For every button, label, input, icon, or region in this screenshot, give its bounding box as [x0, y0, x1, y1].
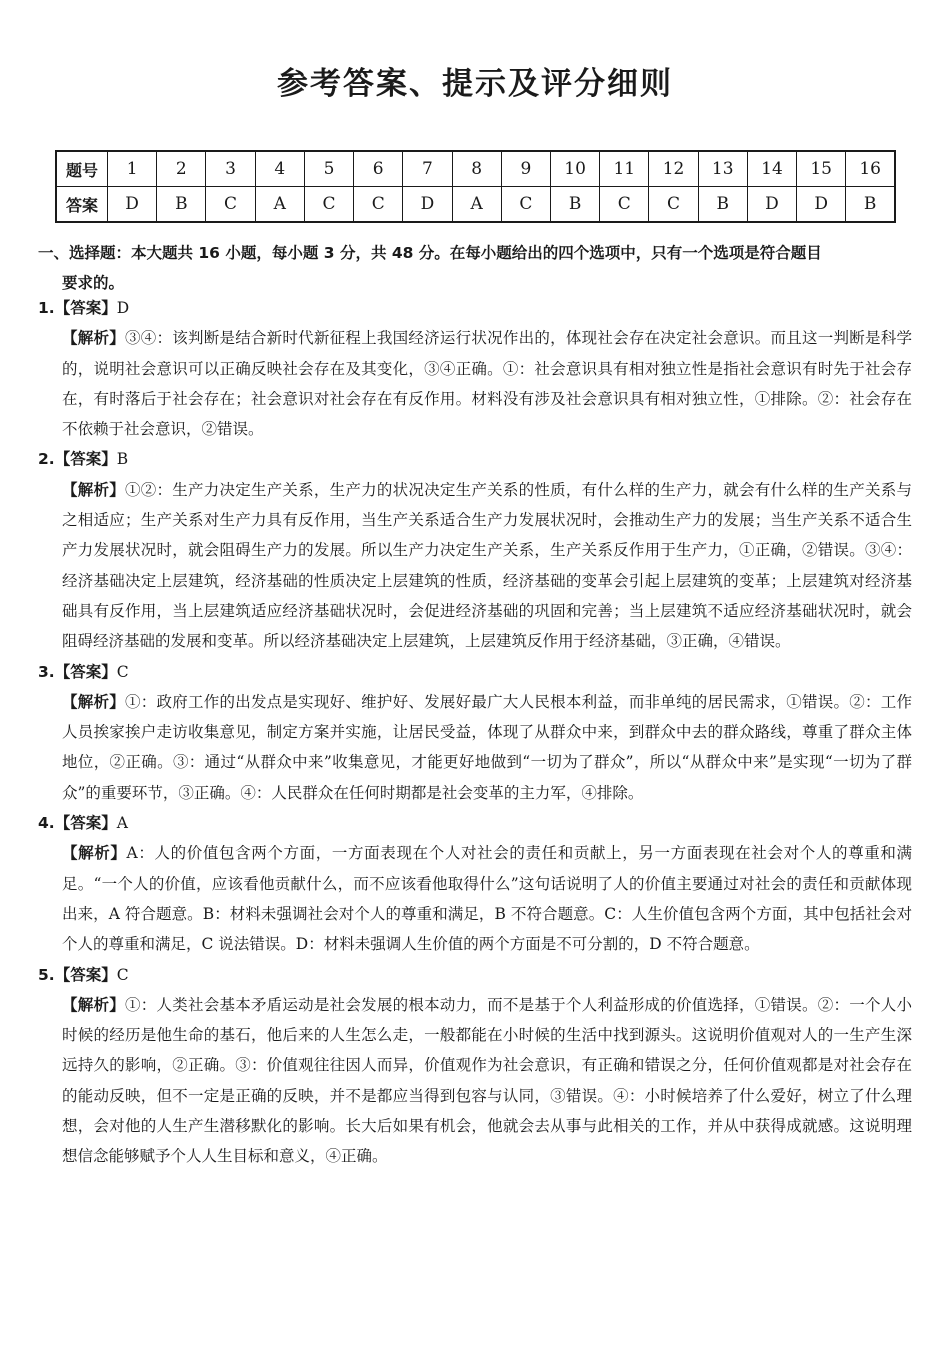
answer-cell: C [649, 187, 698, 223]
answer-cell: B [550, 187, 599, 223]
answer-cell: D [797, 187, 846, 223]
question-number: 2. [38, 450, 55, 469]
section-heading-line: 要求的。 [62, 274, 125, 292]
question-number-cell: 15 [797, 151, 846, 187]
answer-cell: C [600, 187, 649, 223]
question-2-explanation [38, 475, 912, 657]
question-number-cell: 14 [747, 151, 796, 187]
question-5-explanation [38, 990, 912, 1172]
question-number-cell: 3 [206, 151, 255, 187]
answer-cell: C [304, 187, 353, 223]
answer-label: 【答案】 [54, 299, 117, 317]
answer-cell: D [747, 187, 796, 223]
section-heading [38, 238, 918, 298]
question-number-cell: 8 [452, 151, 501, 187]
question-number-cell: 1 [108, 151, 157, 187]
question-3-explanation [38, 687, 912, 808]
explanation-text: ①：人类社会基本矛盾运动是社会发展的根本动力，而不是基于个人利益形成的价值选择，①错误。②：一个人小时候的经历是他生命的基石，他后来的人生怎么走，一般都能在小时候的生活中找到源头。这说明价值观对人的一生产生深远持久的影响，②正确。③：价值观往往因人而异，价值观作为社会意识，有正确和错误之分，任何价值观都是对社会存在的能动反映，但不一定是正确的反映，并不是都应当得到包容与认同，③错误。④：小时候培养了什么爱好，树立了什么理想，会对他的人生产生潜移默化的影响。长大后如果有机会，他就会去从事与此相关的工作，并从中获得成就感。这说明理想信念能够赋予个人人生目标和意义，④正确。 [62, 995, 912, 1166]
question-1-answer [38, 293, 912, 323]
question-4-explanation [38, 838, 912, 959]
explain-label: 【解析】 [62, 692, 125, 711]
answer-cell: C [501, 187, 550, 223]
explanation-text: ①②：生产力决定生产关系，生产力的状况决定生产关系的性质，有什么样的生产力，就会有什么样的生产关系与之相适应；生产关系对生产力具有反作用，当生产关系适合生产力发展状况时，会推动生产力的发展；当生产关系不适合生产力发展状况时，就会阻碍生产力的发展。所以生产力决定生产关系，生产关系反作用于生产力，①正确，②错误。③④：经济基础决定上层建筑，经济基础的性质决定上层建筑的性质，经济基础的变革会引起上层建筑的变革；上层建筑对经济基础具有反作用，当上层建筑适应经济基础状况时，会促进经济基础的巩固和完善；当上层建筑不适应经济基础状况时，就会阻碍经济基础的发展和变革。所以经济基础决定上层建筑，上层建筑反作用于经济基础，③正确，④错误。 [62, 480, 912, 651]
answer-cell: C [206, 187, 255, 223]
answer-value: A [116, 814, 128, 833]
answer-label: 【答案】 [54, 814, 117, 833]
question-number: 5. [38, 965, 55, 984]
question-number-cell: 5 [304, 151, 353, 187]
explain-label: 【解析】 [62, 995, 125, 1014]
answer-value: B [116, 450, 129, 469]
answer-cell: D [403, 187, 452, 223]
question-number-cell: 9 [501, 151, 550, 187]
answer-cell: D [108, 187, 157, 223]
answer-label: 【答案】 [54, 965, 117, 984]
page-bottom-margin [0, 1284, 950, 1350]
explanation-text: A：人的价值包含两个方面，一方面表现在个人对社会的责任和贡献上，另一方面表现在社会对个人的尊重和满足。“一个人的价值，应该看他贡献什么，而不应该看他取得什么”这句话说明了人的价值主要通过对社会的责任和贡献体现出来，A 符合题意。B：材料未强调社会对个人的尊重和满足，B 不符合题意。C：人生价值包含两个方面，其中包括社会对个人的尊重和满足，C 说法错误。D：材料未强调人生价值的两个方面是不可分割的，D 不符合题意。 [62, 844, 912, 954]
question-5-answer [38, 960, 912, 990]
row-label-number: 题号 [56, 151, 108, 187]
question-1-explanation [38, 323, 912, 444]
row-label-answer: 答案 [56, 187, 108, 223]
answer-cell: B [157, 187, 206, 223]
answer-cell: C [354, 187, 403, 223]
question-3-answer [38, 657, 912, 687]
explanations [38, 293, 912, 1172]
answer-key-table [55, 150, 896, 223]
answer-cell: B [698, 187, 747, 223]
question-number-row [56, 151, 895, 187]
explain-label: 【解析】 [62, 844, 127, 863]
answer-label: 【答案】 [54, 450, 117, 469]
answer-value: C [116, 662, 129, 681]
question-number-cell: 16 [846, 151, 895, 187]
page-title: 参考答案、提示及评分细则 [277, 66, 673, 102]
question-number-cell: 10 [550, 151, 599, 187]
explanation-text: ①：政府工作的出发点是实现好、维护好、发展好最广大人民根本利益，而非单纯的居民需求，①错误。②：工作人员挨家挨户走访收集意见，制定方案并实施，让居民受益，体现了从群众中来，到群众中去的群众路线，尊重了群众主体地位，②正确。③：通过“从群众中来”收集意见，才能更好地做到“一切为了群众”，所以“从群众中来”是实现“一切为了群众”的重要环节，③正确。④：人民群众在任何时期都是社会变革的主力军，④排除。 [62, 692, 912, 802]
question-number-cell: 2 [157, 151, 206, 187]
explain-label: 【解析】 [62, 480, 125, 499]
answer-cell: B [846, 187, 895, 223]
question-number: 3. [38, 662, 55, 681]
explanation-text: ③④：该判断是结合新时代新征程上我国经济运行状况作出的，体现社会存在决定社会意识。而且这一判断是科学的，说明社会意识可以正确反映社会存在及其变化，③④正确。①：社会意识具有相对独立性是指社会意识有时先于社会存在，有时落后于社会存在；社会意识对社会存在有反作用。材料没有涉及社会意识具有相对独立性，①排除。②：社会存在不依赖于社会意识，②错误。 [62, 329, 912, 439]
question-2-answer [38, 444, 912, 474]
question-number: 1. [38, 299, 55, 317]
question-number-cell: 7 [403, 151, 452, 187]
answer-label: 【答案】 [54, 662, 117, 681]
explain-label: 【解析】 [62, 329, 125, 348]
answer-cell: A [452, 187, 501, 223]
answer-cell: A [255, 187, 304, 223]
answer-value: D [116, 299, 130, 317]
answer-value: C [116, 965, 129, 984]
question-number-cell: 12 [649, 151, 698, 187]
section-heading-line: 一、选择题：本大题共 16 小题，每小题 3 分，共 48 分。在每小题给出的四个选项中，只有一个选项是符合题目 [38, 244, 822, 262]
question-number-cell: 6 [354, 151, 403, 187]
question-number-cell: 11 [600, 151, 649, 187]
question-number-cell: 13 [698, 151, 747, 187]
answer-row [56, 187, 895, 223]
question-number-cell: 4 [255, 151, 304, 187]
question-number: 4. [38, 814, 55, 833]
question-4-answer [38, 808, 912, 838]
